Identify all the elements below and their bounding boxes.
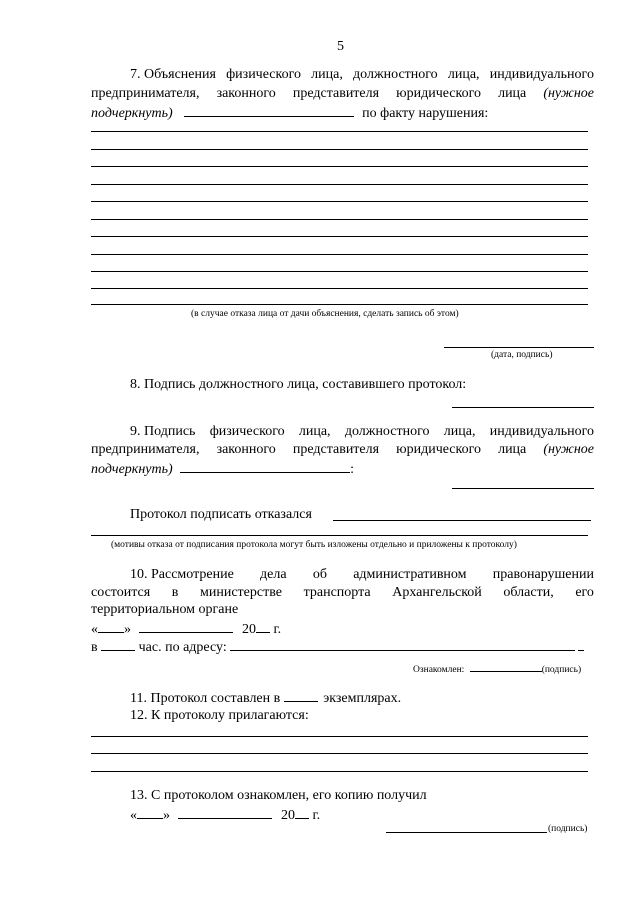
s10-time-blank[interactable] xyxy=(101,637,135,651)
s10-address-blank[interactable] xyxy=(230,637,575,651)
s8-sign-line[interactable] xyxy=(452,407,594,408)
s11-text: 11. Протокол составлен в экземплярах. xyxy=(130,688,401,707)
refusal-line-1[interactable] xyxy=(333,520,591,521)
s10-acquainted: Ознакомлен: (подпись) xyxy=(413,662,581,676)
s7-date-sign-label: (дата, подпись) xyxy=(491,350,553,360)
s9-person-blank[interactable] xyxy=(180,459,350,473)
s7-line-3: подчеркнуть) по факту нарушения: xyxy=(91,103,488,122)
s10-line-2: состоится в министерстве транспорта Архангельской области, его xyxy=(91,585,594,600)
s10-day-blank[interactable] xyxy=(98,619,124,633)
s12-text: 12. К протоколу прилагаются: xyxy=(130,708,309,723)
s9-sign-line[interactable] xyxy=(452,488,594,489)
s10-year-blank[interactable] xyxy=(256,619,270,633)
s10-month-blank[interactable] xyxy=(139,619,233,633)
s13-month-blank[interactable] xyxy=(178,805,272,819)
s7-line-2: предпринимателя, законного представителя юридического лица (нужное xyxy=(91,86,594,101)
s11-copies-blank[interactable] xyxy=(284,688,318,702)
s8-text: 8. Подпись должностного лица, составившего протокол: xyxy=(130,377,467,392)
s13-day-blank[interactable] xyxy=(137,805,163,819)
s10-line-3: территориальном органе xyxy=(91,602,239,617)
s7-date-sign-line[interactable] xyxy=(444,347,594,348)
s13-text: 13. С протоколом ознакомлен, его копию получил xyxy=(130,788,427,803)
s9-line-1: 9. Подпись физического лица, должностного лица, индивидуального xyxy=(130,424,594,439)
s7-person-blank[interactable] xyxy=(184,103,354,117)
s7-line-1: 7. Объяснения физического лица, должностного лица, индивидуального xyxy=(130,67,594,82)
refusal-note: (мотивы отказа от подписания протокола могут быть изложены отдельно и приложены к протоколу) xyxy=(111,540,517,550)
s10-date-line: « » 20 г. xyxy=(91,619,281,638)
s9-line-2: предпринимателя, законного представителя юридического лица (нужное xyxy=(91,442,594,457)
s10-acquainted-blank[interactable] xyxy=(470,662,542,672)
refusal-line-2[interactable] xyxy=(91,535,588,536)
s13-sign-line[interactable] xyxy=(386,832,547,833)
refusal-label: Протокол подписать отказался xyxy=(130,507,312,522)
s13-year-blank[interactable] xyxy=(295,805,309,819)
s10-line-1: 10. Рассмотрение дела об административном правонарушении xyxy=(130,567,594,582)
s10-time-line: в час. по адресу: xyxy=(91,637,584,656)
s9-line-3: подчеркнуть) : xyxy=(91,459,354,478)
page-number: 5 xyxy=(337,39,344,54)
s13-sign-label: (подпись) xyxy=(548,824,588,834)
s7-refusal-note: (в случае отказа лица от дачи объяснения, сделать запись об этом) xyxy=(191,309,459,319)
s13-date-line: « » 20 г. xyxy=(130,805,320,824)
